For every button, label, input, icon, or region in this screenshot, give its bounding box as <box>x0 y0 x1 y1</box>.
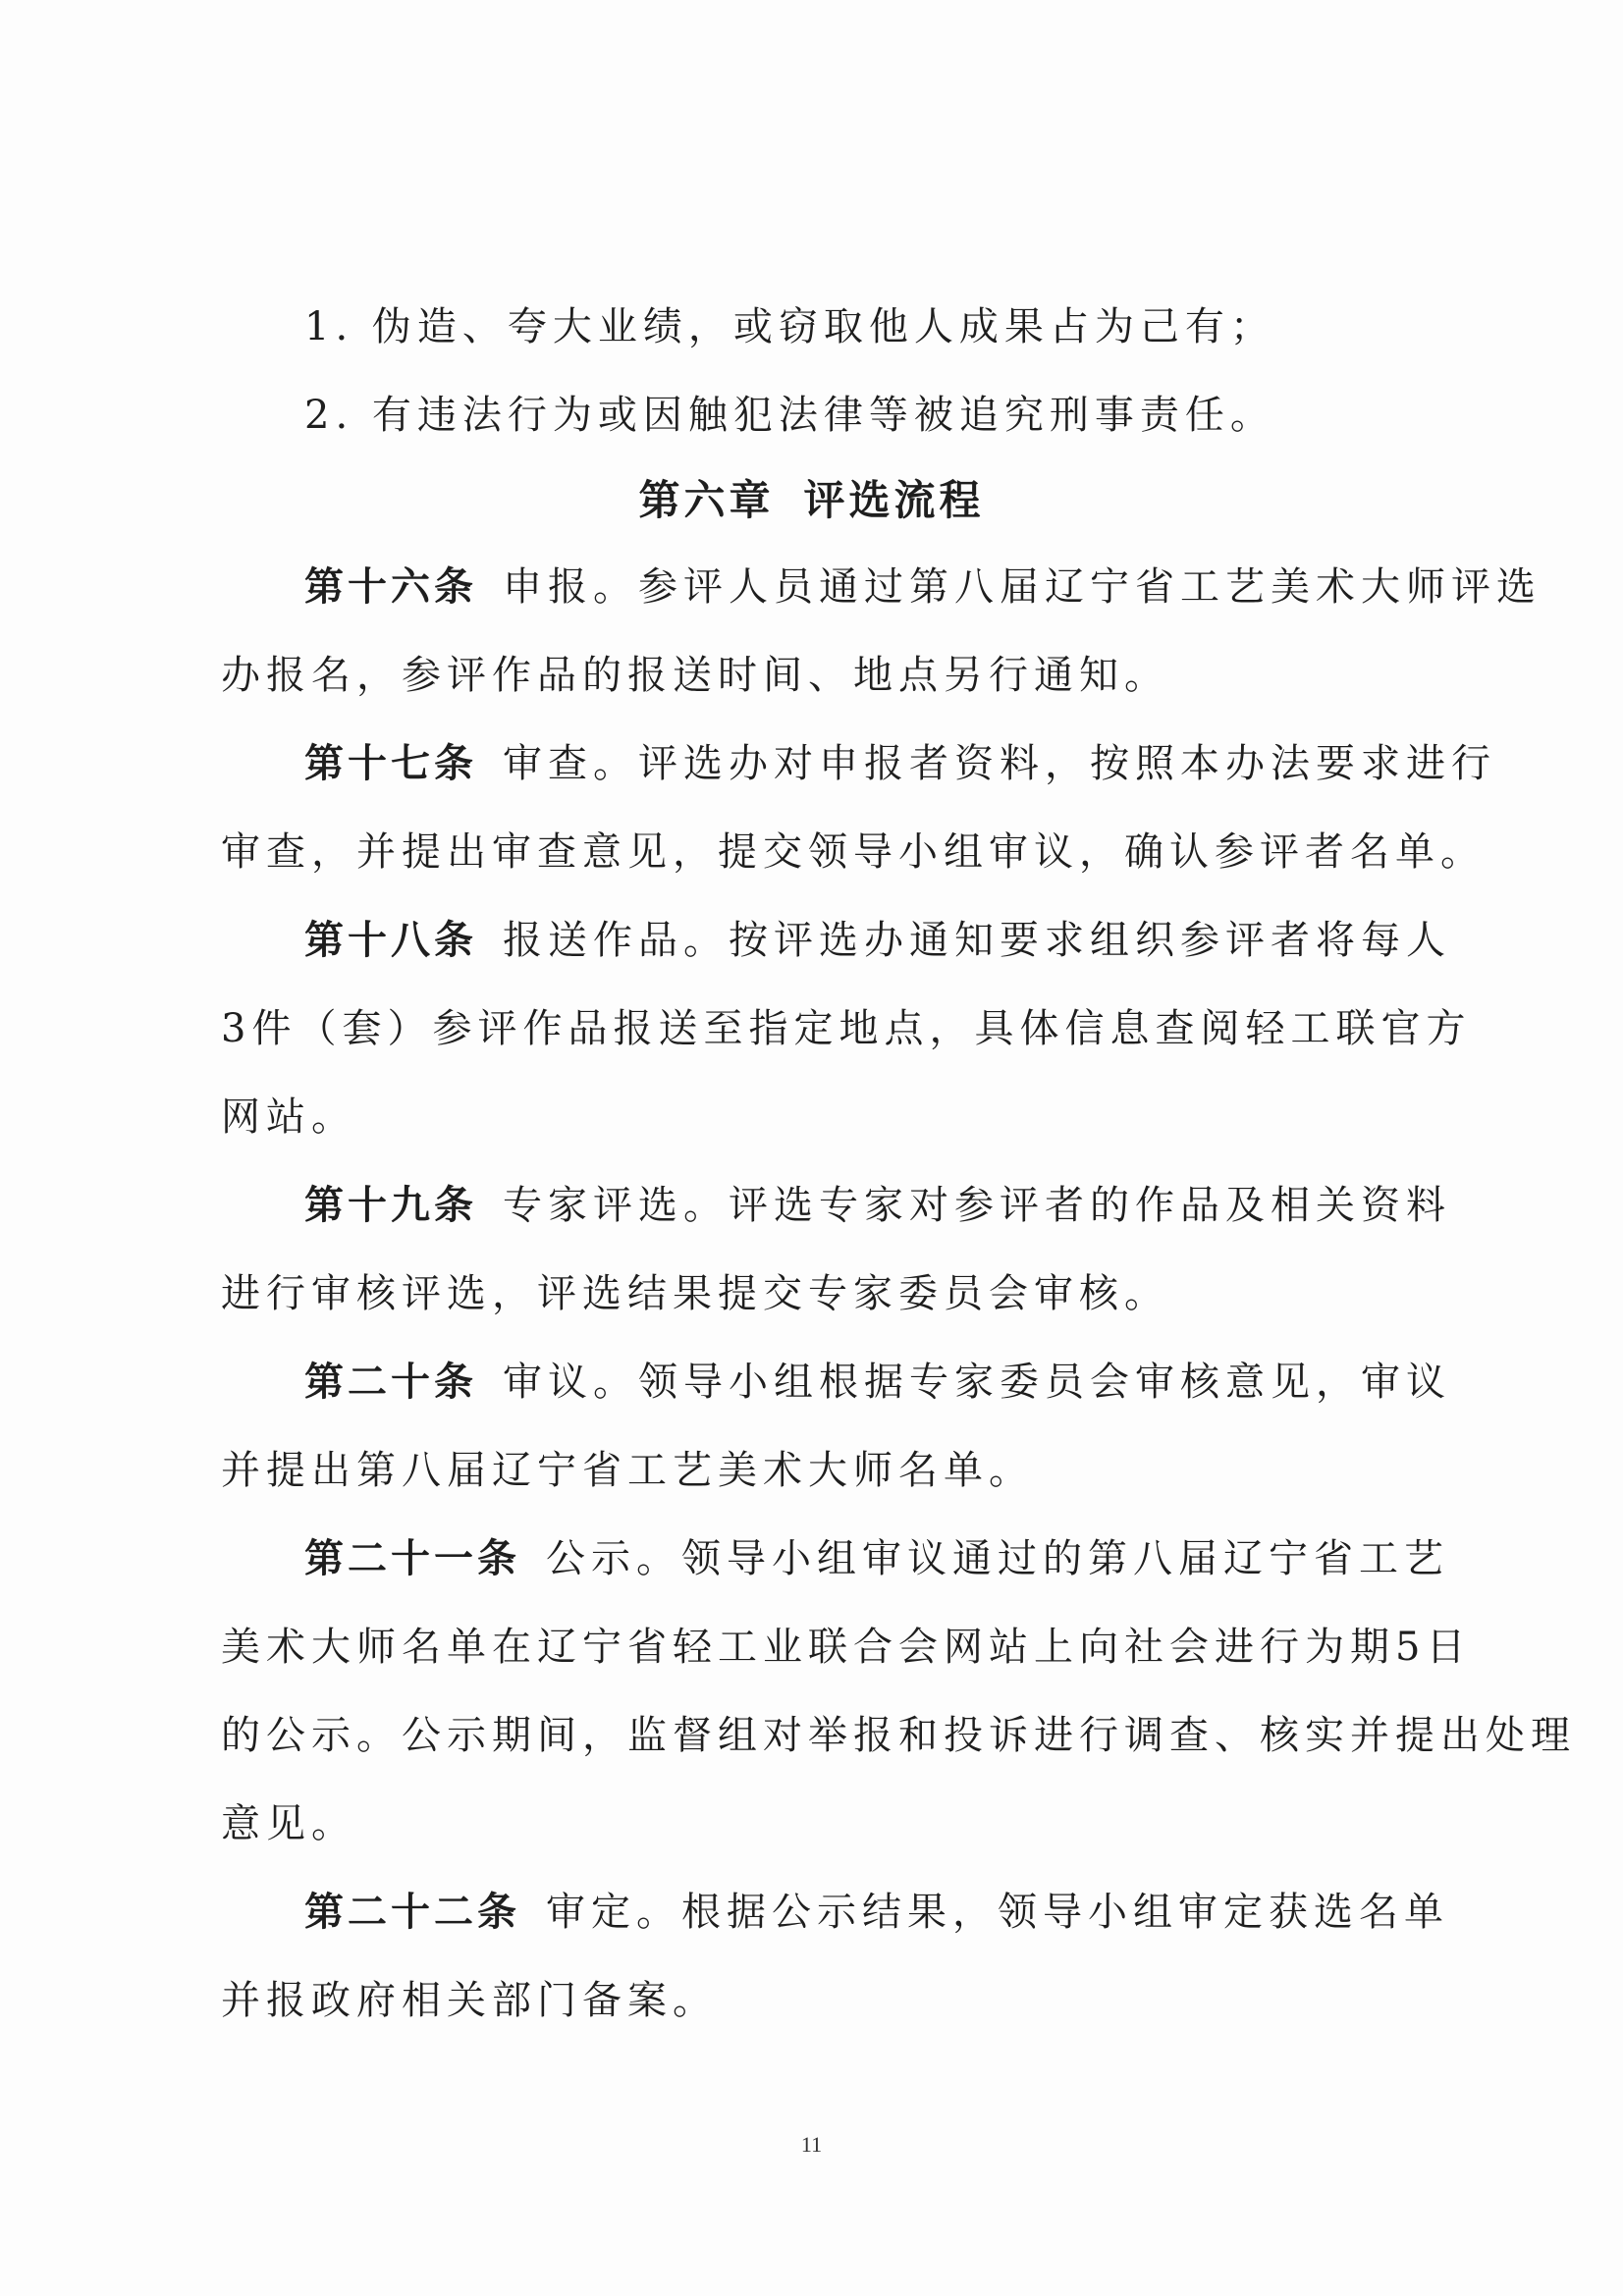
article-18-line-1: 第十八条 报送作品。按评选办通知要求组织参评者将每人 <box>304 917 1451 963</box>
article-19-head: 第十九条 <box>304 1182 477 1228</box>
article-19-line-2: 进行审核评选，评选结果提交专家委员会审核。 <box>221 1271 1169 1316</box>
list-item-2: 2. 有违法行为或因触犯法律等被追究刑事责任。 <box>304 393 1275 438</box>
article-21-line-3: 的公示。公示期间，监督组对举报和投诉进行调查、核实并提出处理 <box>221 1713 1576 1758</box>
page-number: 11 <box>800 2132 823 2157</box>
list-item-1: 1. 伪造、夸大业绩，或窃取他人成果占为己有； <box>304 304 1275 349</box>
article-20-line-2: 并提出第八届辽宁省工艺美术大师名单。 <box>221 1448 1034 1493</box>
article-16-line-1: 第十六条 申报。参评人员通过第八届辽宁省工艺美术大师评选 <box>304 563 1542 610</box>
article-16-head: 第十六条 <box>304 563 477 610</box>
article-18-head: 第十八条 <box>304 917 477 963</box>
article-16-line-2: 办报名，参评作品的报送时间、地点另行通知。 <box>221 653 1169 698</box>
article-21-line-2: 美术大师名单在辽宁省轻工业联合会网站上向社会进行为期5日 <box>221 1625 1472 1670</box>
article-17-line-2: 审查，并提出审查意见，提交领导小组审议，确认参评者名单。 <box>221 829 1486 875</box>
article-22-line-1: 第二十二条 审定。根据公示结果，领导小组审定获选名单 <box>304 1889 1449 1935</box>
chapter-title: 评选流程 <box>803 476 985 524</box>
article-21-head: 第二十一条 <box>304 1535 520 1581</box>
article-20-head: 第二十条 <box>304 1359 477 1405</box>
article-18-line-2: 3件（套）参评作品报送至指定地点，具体信息查阅轻工联官方 <box>221 1006 1472 1051</box>
article-21-line-4: 意见。 <box>221 1801 356 1846</box>
article-22-line-2: 并报政府相关部门备案。 <box>221 1978 718 2023</box>
article-20-line-1: 第二十条 审议。领导小组根据专家委员会审核意见，审议 <box>304 1359 1451 1405</box>
article-17-line-1: 第十七条 审查。评选办对申报者资料，按照本办法要求进行 <box>304 740 1496 786</box>
chapter-heading <box>0 471 1623 530</box>
article-18-line-3: 网站。 <box>221 1095 356 1140</box>
article-17-head: 第十七条 <box>304 740 477 786</box>
article-22-head: 第二十二条 <box>304 1889 520 1935</box>
article-19-line-1: 第十九条 专家评选。评选专家对参评者的作品及相关资料 <box>304 1182 1451 1228</box>
article-21-line-1: 第二十一条 公示。领导小组审议通过的第八届辽宁省工艺 <box>304 1535 1449 1581</box>
chapter-number: 第六章 <box>638 476 775 524</box>
